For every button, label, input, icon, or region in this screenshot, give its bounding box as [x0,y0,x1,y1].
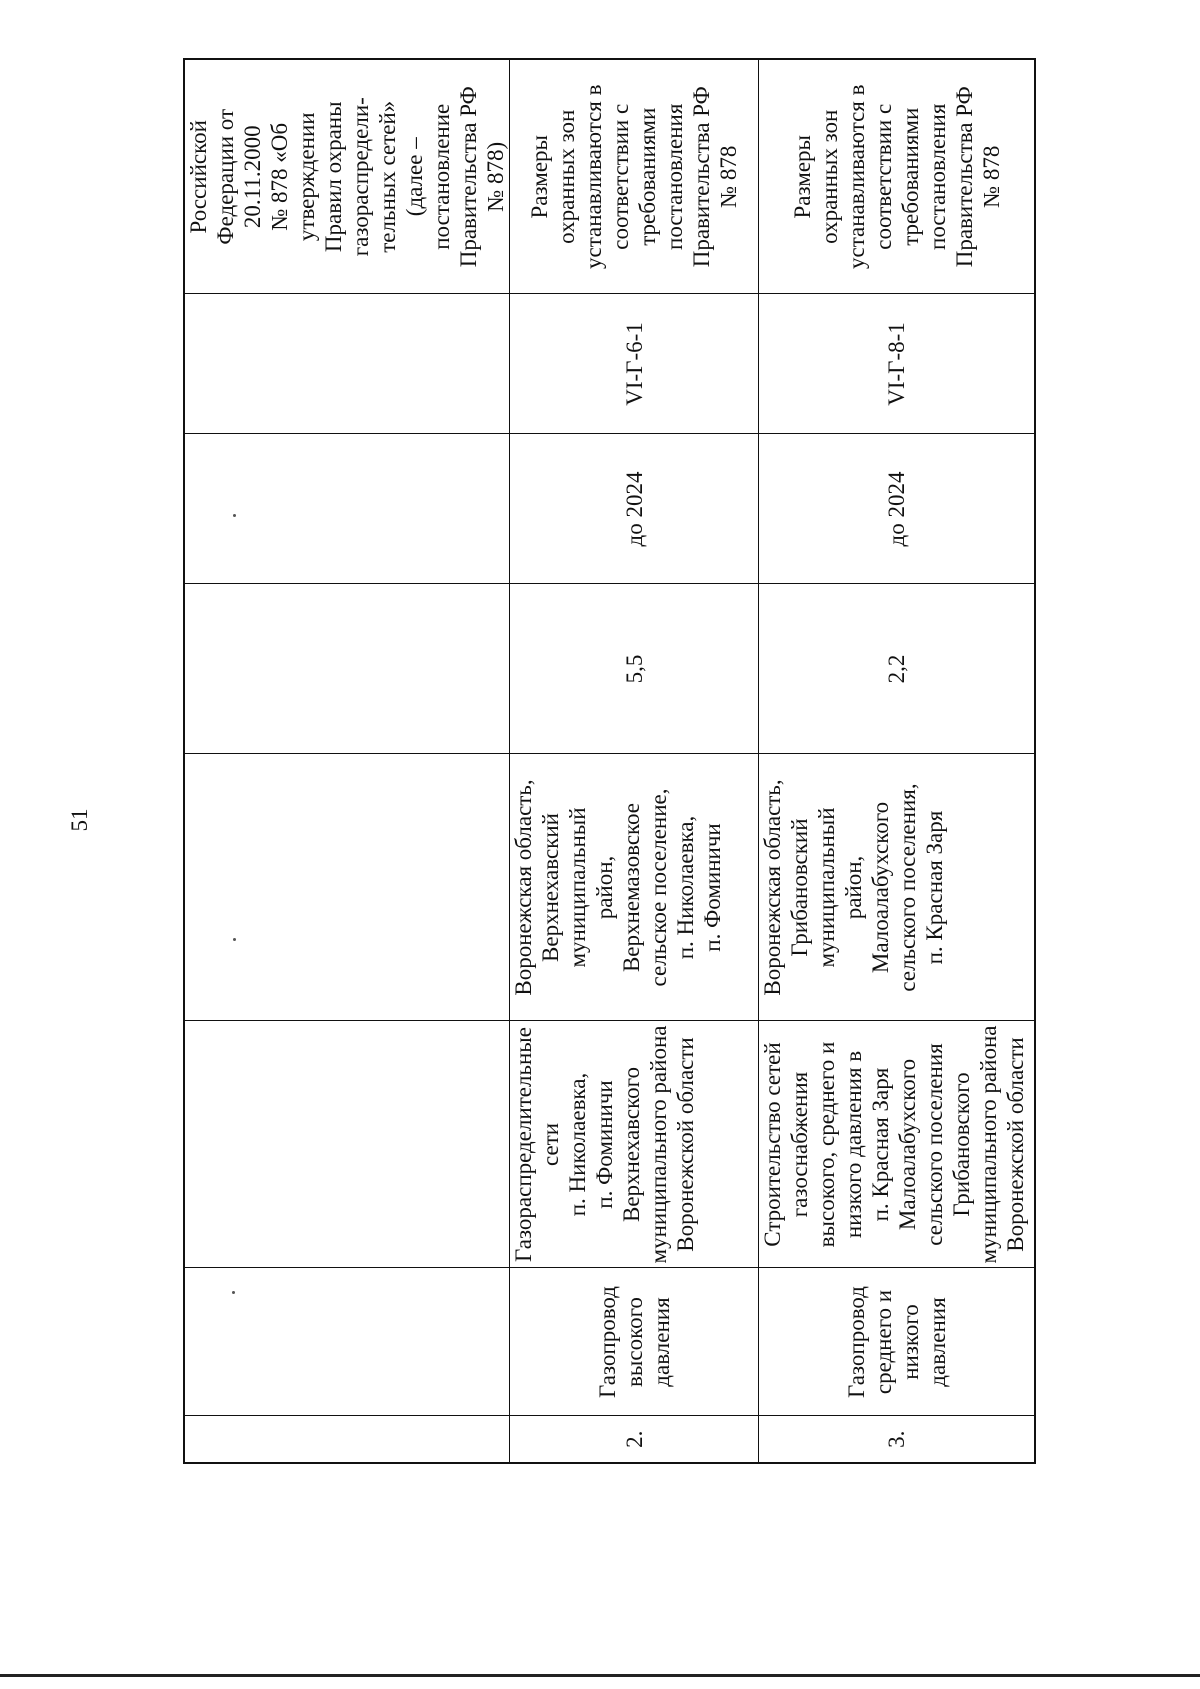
code-cell: VI-Г-6-1 [510,294,759,434]
value-cell [184,584,510,754]
year-cell [184,434,510,584]
scan-speck [232,1291,235,1294]
location-cell: Воронежская область, Верхнехавский муниципальный район, Верхнемазовское сельское поселение, п. Николаевка, п. Фоминичи [510,754,759,1021]
object-name-cell: Газораспределительные сети п. Николаевка, п. Фоминичи Верхнехавского муниципального района Воронежской области [510,1021,759,1268]
row-number-cell: 3. [759,1416,1036,1463]
table-row [184,59,510,1463]
location-cell: Воронежская область, Грибановский муниципальный район, Малоалабухского сельского поселения, п. Красная Заря [759,754,1036,1021]
scan-speck [233,938,236,941]
value-cell: 5,5 [510,584,759,754]
year-cell: до 2024 [510,434,759,584]
note-cell: Размеры охранных зон устанавливаются в соответствии с требованиями постановления Правительства РФ № 878 [510,59,759,294]
row-number-cell: 2. [510,1416,759,1463]
row-number-cell [184,1416,510,1463]
code-cell [184,294,510,434]
object-type-cell: Газопровод высокого давления [510,1268,759,1416]
code-cell: VI-Г-8-1 [759,294,1036,434]
object-name-cell [184,1021,510,1268]
object-type-cell: Газопровод среднего и низкого давления [759,1268,1036,1416]
location-cell [184,754,510,1021]
value-cell: 2,2 [759,584,1036,754]
year-cell: до 2024 [759,434,1036,584]
rotated-table-container [183,60,1028,1464]
table-row [510,59,759,1463]
page-number: 51 [67,808,92,832]
object-name-cell: Строительство сетей газоснабжения высокого, среднего и низкого давления в п. Красная Заря Малоалабухского сельского поселения Грибановского муниципального района Воронежской области [759,1021,1036,1268]
table-row [759,59,1036,1463]
scan-speck [233,514,236,517]
scan-edge-line [0,1674,1200,1677]
note-cell: Размеры охранных зон устанавливаются в соответствии с требованиями постановления Правительства РФ № 878 [759,59,1036,294]
note-cell: Российской Федерации от 20.11.2000 № 878 «Об утверждении Правил охраны газораспредели- тельных сетей» (далее – постановление Правительства РФ № 878) [184,59,510,294]
data-table [183,58,1036,1464]
